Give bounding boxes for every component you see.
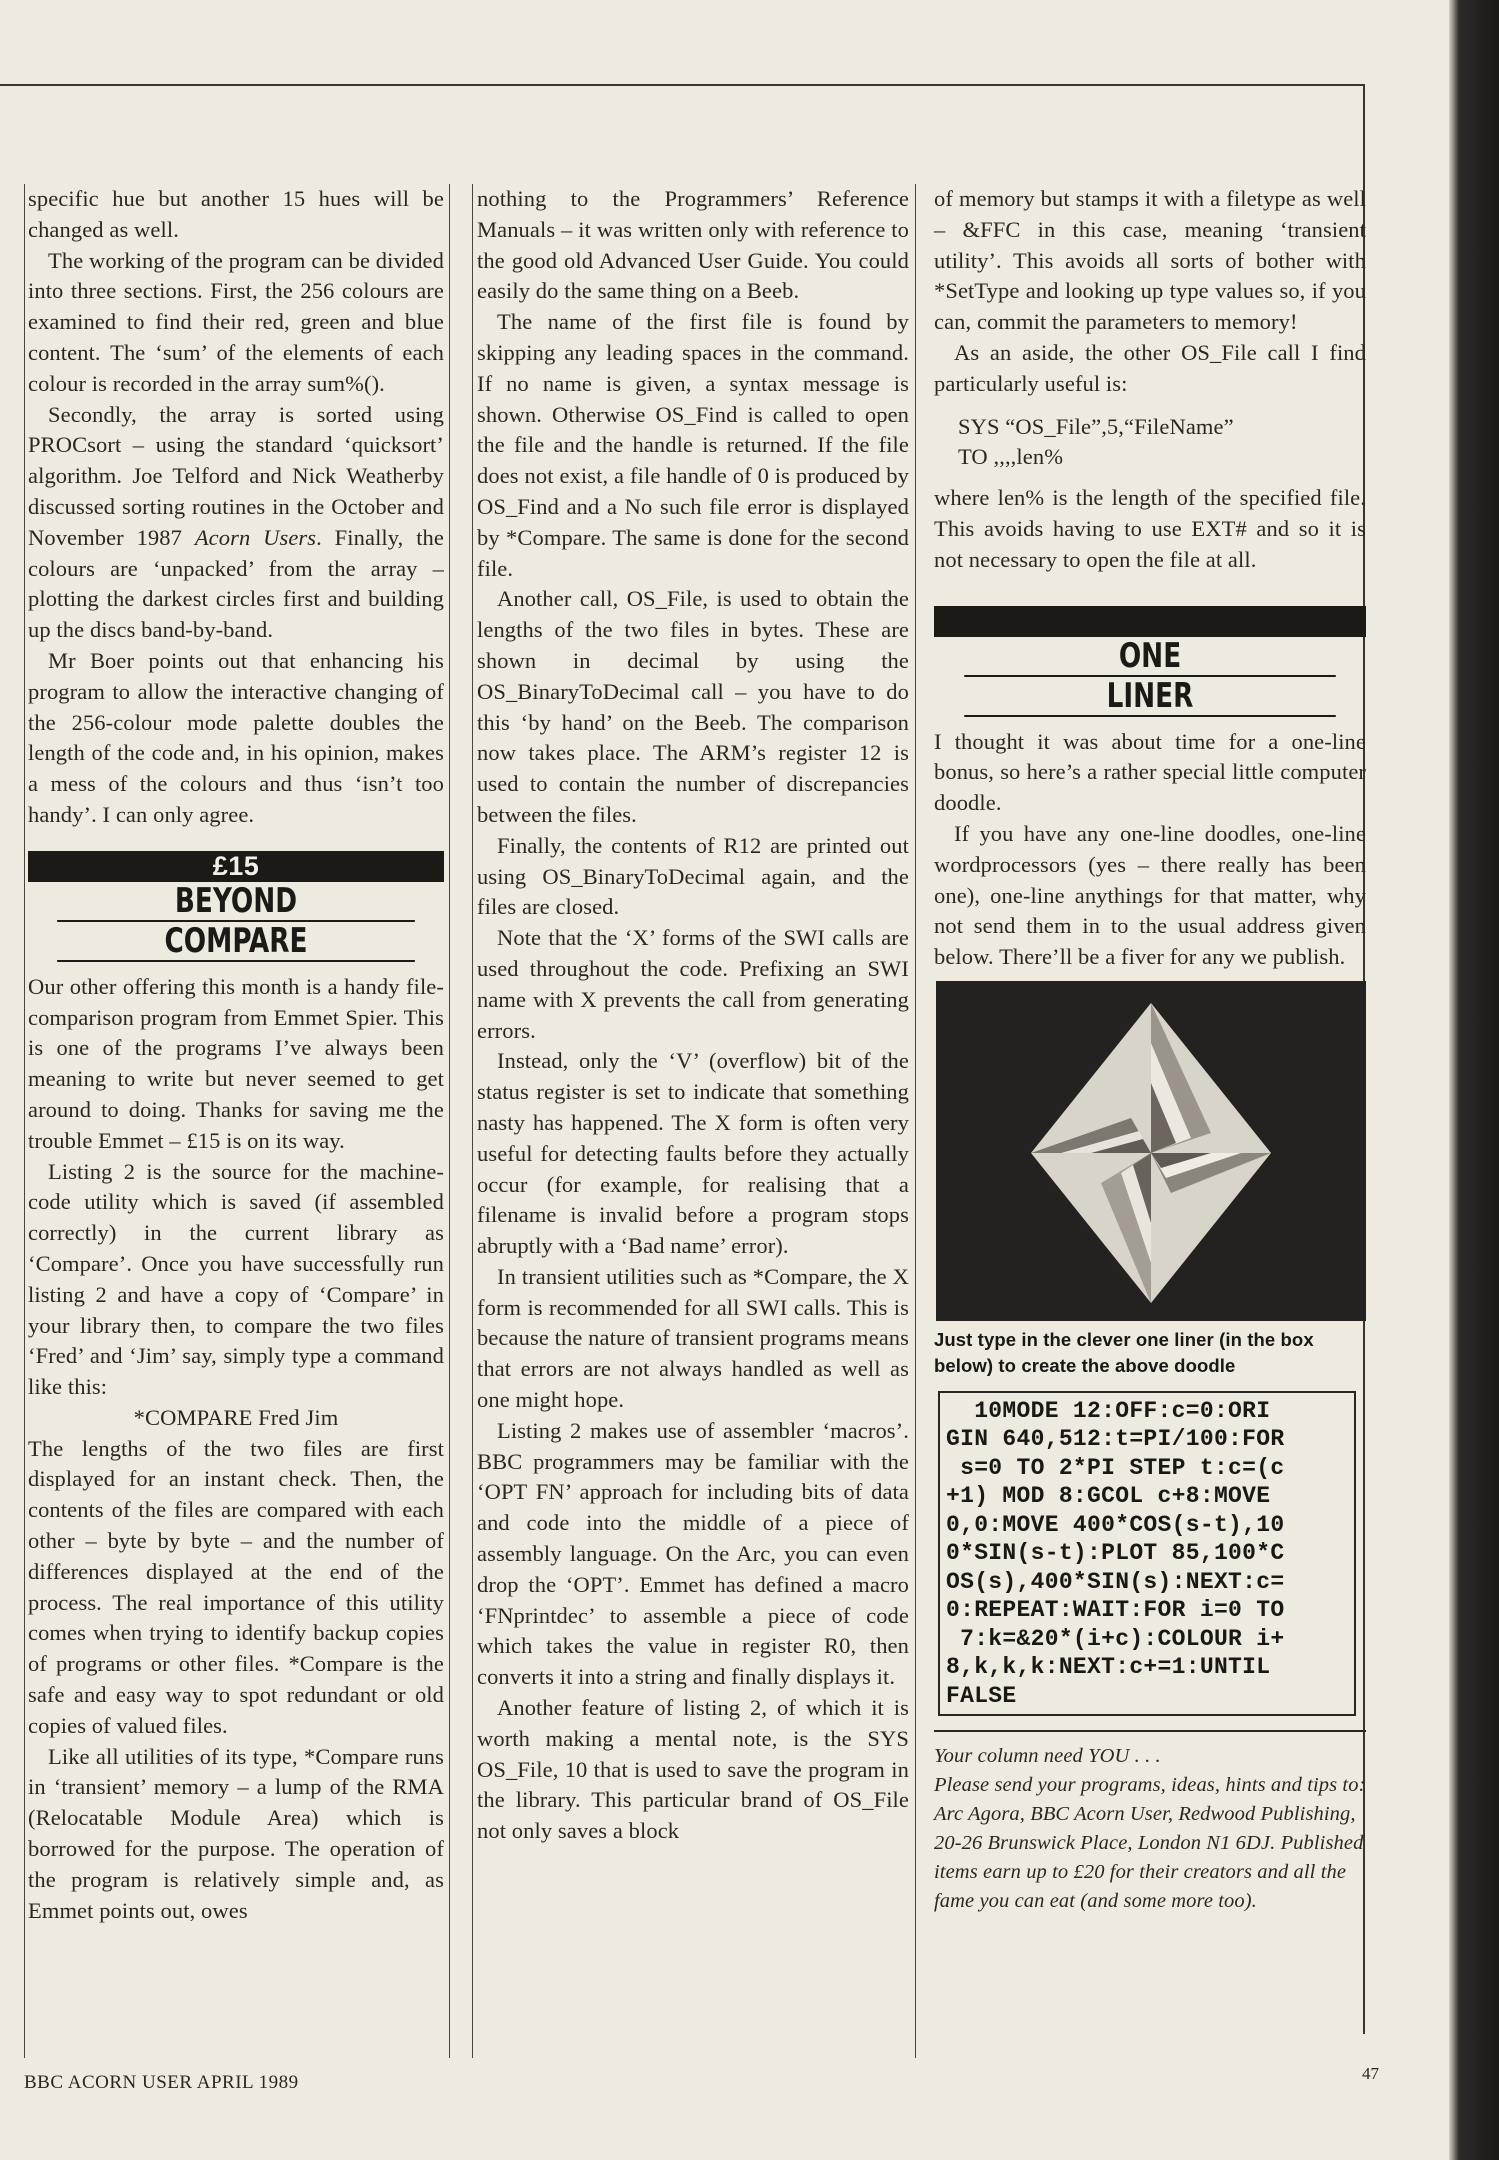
code-line: 10MODE 12:OFF:c=0:ORI: [946, 1397, 1271, 1424]
paragraph: Finally, the contents of R12 are printed out using OS_BinaryToDecimal again, and the files are closed.: [477, 832, 909, 920]
code-line: GIN 640,512:t=PI/100:FOR: [946, 1426, 1285, 1453]
one-liner-program: [938, 1391, 1356, 1717]
prize-banner: £15: [28, 851, 444, 882]
column-3: [932, 184, 1370, 2058]
heading-line: LINER: [964, 677, 1336, 717]
section-heading-beyond-compare: [28, 851, 444, 962]
divider: [934, 1730, 1366, 1732]
code-line: OS(s),400*SIN(s):NEXT:c=: [946, 1568, 1285, 1595]
heading-line: ONE: [964, 637, 1336, 677]
heading-banner: [934, 606, 1366, 637]
code-line: 0:REPEAT:WAIT:FOR i=0 TO: [946, 1597, 1285, 1624]
code-line: 0*SIN(s-t):PLOT 85,100*C: [946, 1540, 1285, 1567]
contributions-text: Please send your programs, ideas, hints and tips to: Arc Agora, BBC Acorn User, Redwood Publishing, 20-26 Brunswick Place, London N1 6DJ. Published items earn up to £20 for their creators and all the fame you can eat (and some more too).: [934, 1773, 1366, 1912]
paragraph: nothing to the Programmers’ Reference Manuals – it was written only with reference to the good old Advanced User Guide. You could easily do the same thing on a Beeb.: [477, 186, 909, 304]
code-line: FALSE: [946, 1682, 1017, 1709]
paragraph: Listing 2 is the source for the machine-code utility which is saved (if assembled correctly) in the current library as ‘Compare’. Once you have successfully run listing 2 and have a copy of ‘Compare’ in your library then, to compare the two files ‘Fred’ and ‘Jim’ say, simply type a command like this:: [28, 1158, 444, 1400]
paragraph: Another call, OS_File, is used to obtain the lengths of the two files in bytes. These are shown in decimal by using the OS_BinaryToDecimal call – you have to do this ‘by hand’ on the Beeb. The comparison now takes place. The ARM’s register 12 is used to contain the number of discrepancies between the files.: [477, 586, 909, 827]
paragraph: The name of the first file is found by skipping any leading spaces in the command. If no name is given, a syntax message is shown. Otherwise OS_Find is called to open the file and the handle is returned. If the file does not exist, a file handle of 0 is produced by OS_Find and a No such file error is displayed by *Compare. The same is done for the second file.: [477, 309, 909, 581]
heading-line: COMPARE: [57, 922, 415, 962]
paragraph: Listing 2 makes use of assembler ‘macros’. BBC programmers may be familiar with the ‘OPT FN’ approach for including bits of data and code into the middle of a piece of assembly language. On the Arc, you can even drop the ‘OPT’. Emmet has defined a macro ‘FNprintdec’ to assemble a piece of code which takes the value in register R0, then converts it into a string and finally displays it.: [477, 1417, 909, 1690]
paragraph: Mr Boer points out that enhancing his program to allow the interactive changing of the 256-colour mode palette doubles the length of the code and, in his opinion, makes a mess of the colours and thus ‘isn’t too handy’. I can only agree.: [28, 647, 444, 827]
code-line: +1) MOD 8:GCOL c+8:MOVE: [946, 1483, 1271, 1510]
paragraph: specific hue but another 15 hues will be changed as well.: [28, 186, 444, 242]
code-example: TO ,,,,len%: [958, 444, 1064, 470]
code-line: s=0 TO 2*PI STEP t:c=(c: [946, 1454, 1285, 1481]
paragraph: Instead, only the ‘V’ (overflow) bit of the status register is set to indicate that something nasty has happened. The X form is often very useful for detecting faults before they actually occur (for example, for realising that a filename is invalid before a program stops abruptly with a ‘Bad name’ error).: [477, 1048, 909, 1259]
code-line: 7:k=&20*(i+c):COLOUR i+: [946, 1625, 1285, 1652]
heading-line: BEYOND: [57, 882, 415, 922]
paragraph: As an aside, the other OS_File call I find particularly useful is:: [934, 339, 1366, 396]
column-1: [24, 184, 450, 2058]
paragraph: where len% is the length of the specified file. This avoids having to use EXT# and so it is not necessary to open the file at all.: [934, 485, 1366, 572]
paragraph: Our other offering this month is a handy file-comparison program from Emmet Spier. This is one of the programs I’ve always been meaning to write but never seemed to get around to doing. Thanks for saving me the trouble Emmet – £15 is on its way.: [28, 973, 444, 1153]
footer-issue: BBC ACORN USER APRIL 1989: [24, 2072, 299, 2093]
top-rule: [0, 84, 1365, 86]
paragraph: In transient utilities such as *Compare, the X form is recommended for all SWI calls. This is because the nature of transient programs means that errors are not always handled as well as one might hope.: [477, 1263, 909, 1413]
page-edge: [1449, 0, 1499, 2160]
paragraph: If you have any one-line doodles, one-line wordprocessors (yes – there really has been one), one-line anythings for that matter, why not send them in to the usual address given below. There’ll be a fiver for any we publish.: [934, 820, 1366, 970]
paragraph: The working of the program can be divided into three sections. First, the 256 colours are examined to find their red, green and blue content. The ‘sum’ of the elements of each colour is recorded in the array sum%().: [28, 247, 444, 396]
paragraph: Another feature of listing 2, of which it is worth making a mental note, is the SYS OS_File, 10 that is used to save the program in the library. This particular brand of OS_File not only saves a block: [477, 1695, 909, 1844]
magazine-name: Acorn Users: [194, 524, 317, 550]
code-line: 8,k,k,k:NEXT:c+=1:UNTIL: [946, 1654, 1271, 1681]
paragraph: of memory but stamps it with a filetype as well – &FFC in this case, meaning ‘transient utility’. This avoids all sorts of bother with *SetType and looking up type values so, if you can, commit the parameters to memory!: [934, 186, 1366, 335]
doodle-graphic: [936, 981, 1366, 1321]
command-example: *COMPARE Fred Jim: [133, 1404, 339, 1430]
page-number: 47: [1362, 2064, 1379, 2083]
section-heading-one-liner: [934, 606, 1366, 717]
paragraph: I thought it was about time for a one-line bonus, so here’s a rather special little computer doodle.: [934, 728, 1366, 816]
paragraph: Secondly, the array is sorted using PROCsort – using the standard ‘quicksort’ algorithm. Joe Telford and Nick Weatherby discussed sorting routines in the October and November 1987 Acorn Users. Finally, the colours are ‘unpacked’ from the array – plotting the darkest circles first and building up the discs band-by-band.: [28, 401, 444, 643]
figure-caption: Just type in the clever one liner (in the box below) to create the above doodle: [934, 1328, 1314, 1376]
code-line: 0,0:MOVE 400*COS(s-t),10: [946, 1511, 1285, 1538]
contributions-heading: Your column need YOU . . .: [934, 1744, 1161, 1767]
paragraph: Note that the ‘X’ forms of the SWI calls are used throughout the code. Prefixing an SWI name with X prevents the call from generating errors.: [477, 925, 909, 1043]
doodle-image: [936, 981, 1366, 1321]
paragraph: The lengths of the two files are first displayed for an instant check. Then, the contents of the files are compared with each other – byte by byte – and the number of differences displayed at the end of the process. The real importance of this utility comes when trying to identify backup copies of programs or other files. *Compare is the safe and easy way to spot redundant or old copies of valued files.: [28, 1435, 444, 1738]
column-2: [472, 184, 916, 2058]
code-example: SYS “OS_File”,5,“FileName”: [958, 413, 1234, 439]
paragraph: Like all utilities of its type, *Compare runs in ‘transient’ memory – a lump of the RMA (Relocatable Module Area) which is borrowed for the purpose. The operation of the program is relatively simple and, as Emmet points out, owes: [28, 1743, 444, 1923]
